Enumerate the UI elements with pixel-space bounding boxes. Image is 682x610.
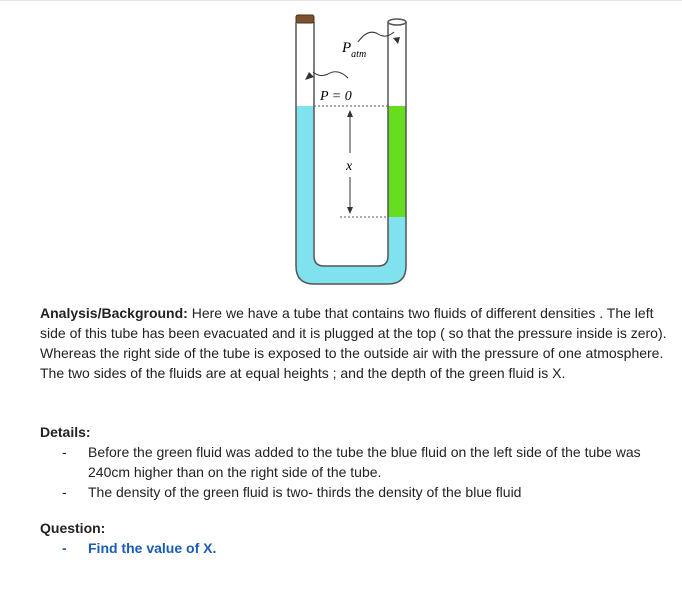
question-item xyxy=(62,538,662,558)
p-atm-main: P xyxy=(342,40,352,56)
x-arrow-down-head xyxy=(347,207,353,214)
pzero-arrow-icon xyxy=(313,72,348,78)
details-item xyxy=(62,482,662,502)
x-label: x xyxy=(346,159,353,174)
analysis-text: Here we have a tube that contains two fluids of different densities . The left side of this tube has been evacuated and it is plugged at the top ( so that the pressure inside is zero). Whereas the right side of the tube is exposed to the outside air with the pressure of one atmosphere. The two sides of the fluids are at equal heights ; and the depth of the green fluid is X. xyxy=(40,305,667,381)
question-list xyxy=(62,538,662,558)
details-item-text: The density of the green fluid is two- thirds the density of the blue fluid xyxy=(88,484,522,500)
pzero-arrow-head xyxy=(305,72,314,80)
p-atm-label xyxy=(341,40,366,60)
analysis-heading: Analysis/Background: xyxy=(40,305,188,321)
x-arrow-up-head xyxy=(347,110,353,117)
u-tube-figure xyxy=(0,0,682,300)
question-item-text: Find the value of X. xyxy=(88,540,217,556)
green-fluid xyxy=(388,106,406,217)
question-heading: Question: xyxy=(40,520,106,536)
left-tube-plug xyxy=(296,15,314,23)
details-item-text: Before the green fluid was added to the tube the blue fluid on the left side of the tube was 240cm higher than on the right side of the tube. xyxy=(88,444,641,480)
bullet-dash: - xyxy=(62,540,67,556)
right-tube-rim xyxy=(388,19,406,25)
details-heading: Details: xyxy=(40,424,91,440)
p-zero-label: P = 0 xyxy=(320,89,352,104)
analysis-paragraph xyxy=(40,303,668,383)
bullet-dash: - xyxy=(62,444,67,460)
details-list xyxy=(62,442,662,502)
bullet-dash: - xyxy=(62,484,67,500)
patm-arrow-head xyxy=(393,37,400,44)
p-atm-sub: atm xyxy=(351,49,367,60)
details-item xyxy=(62,442,662,482)
